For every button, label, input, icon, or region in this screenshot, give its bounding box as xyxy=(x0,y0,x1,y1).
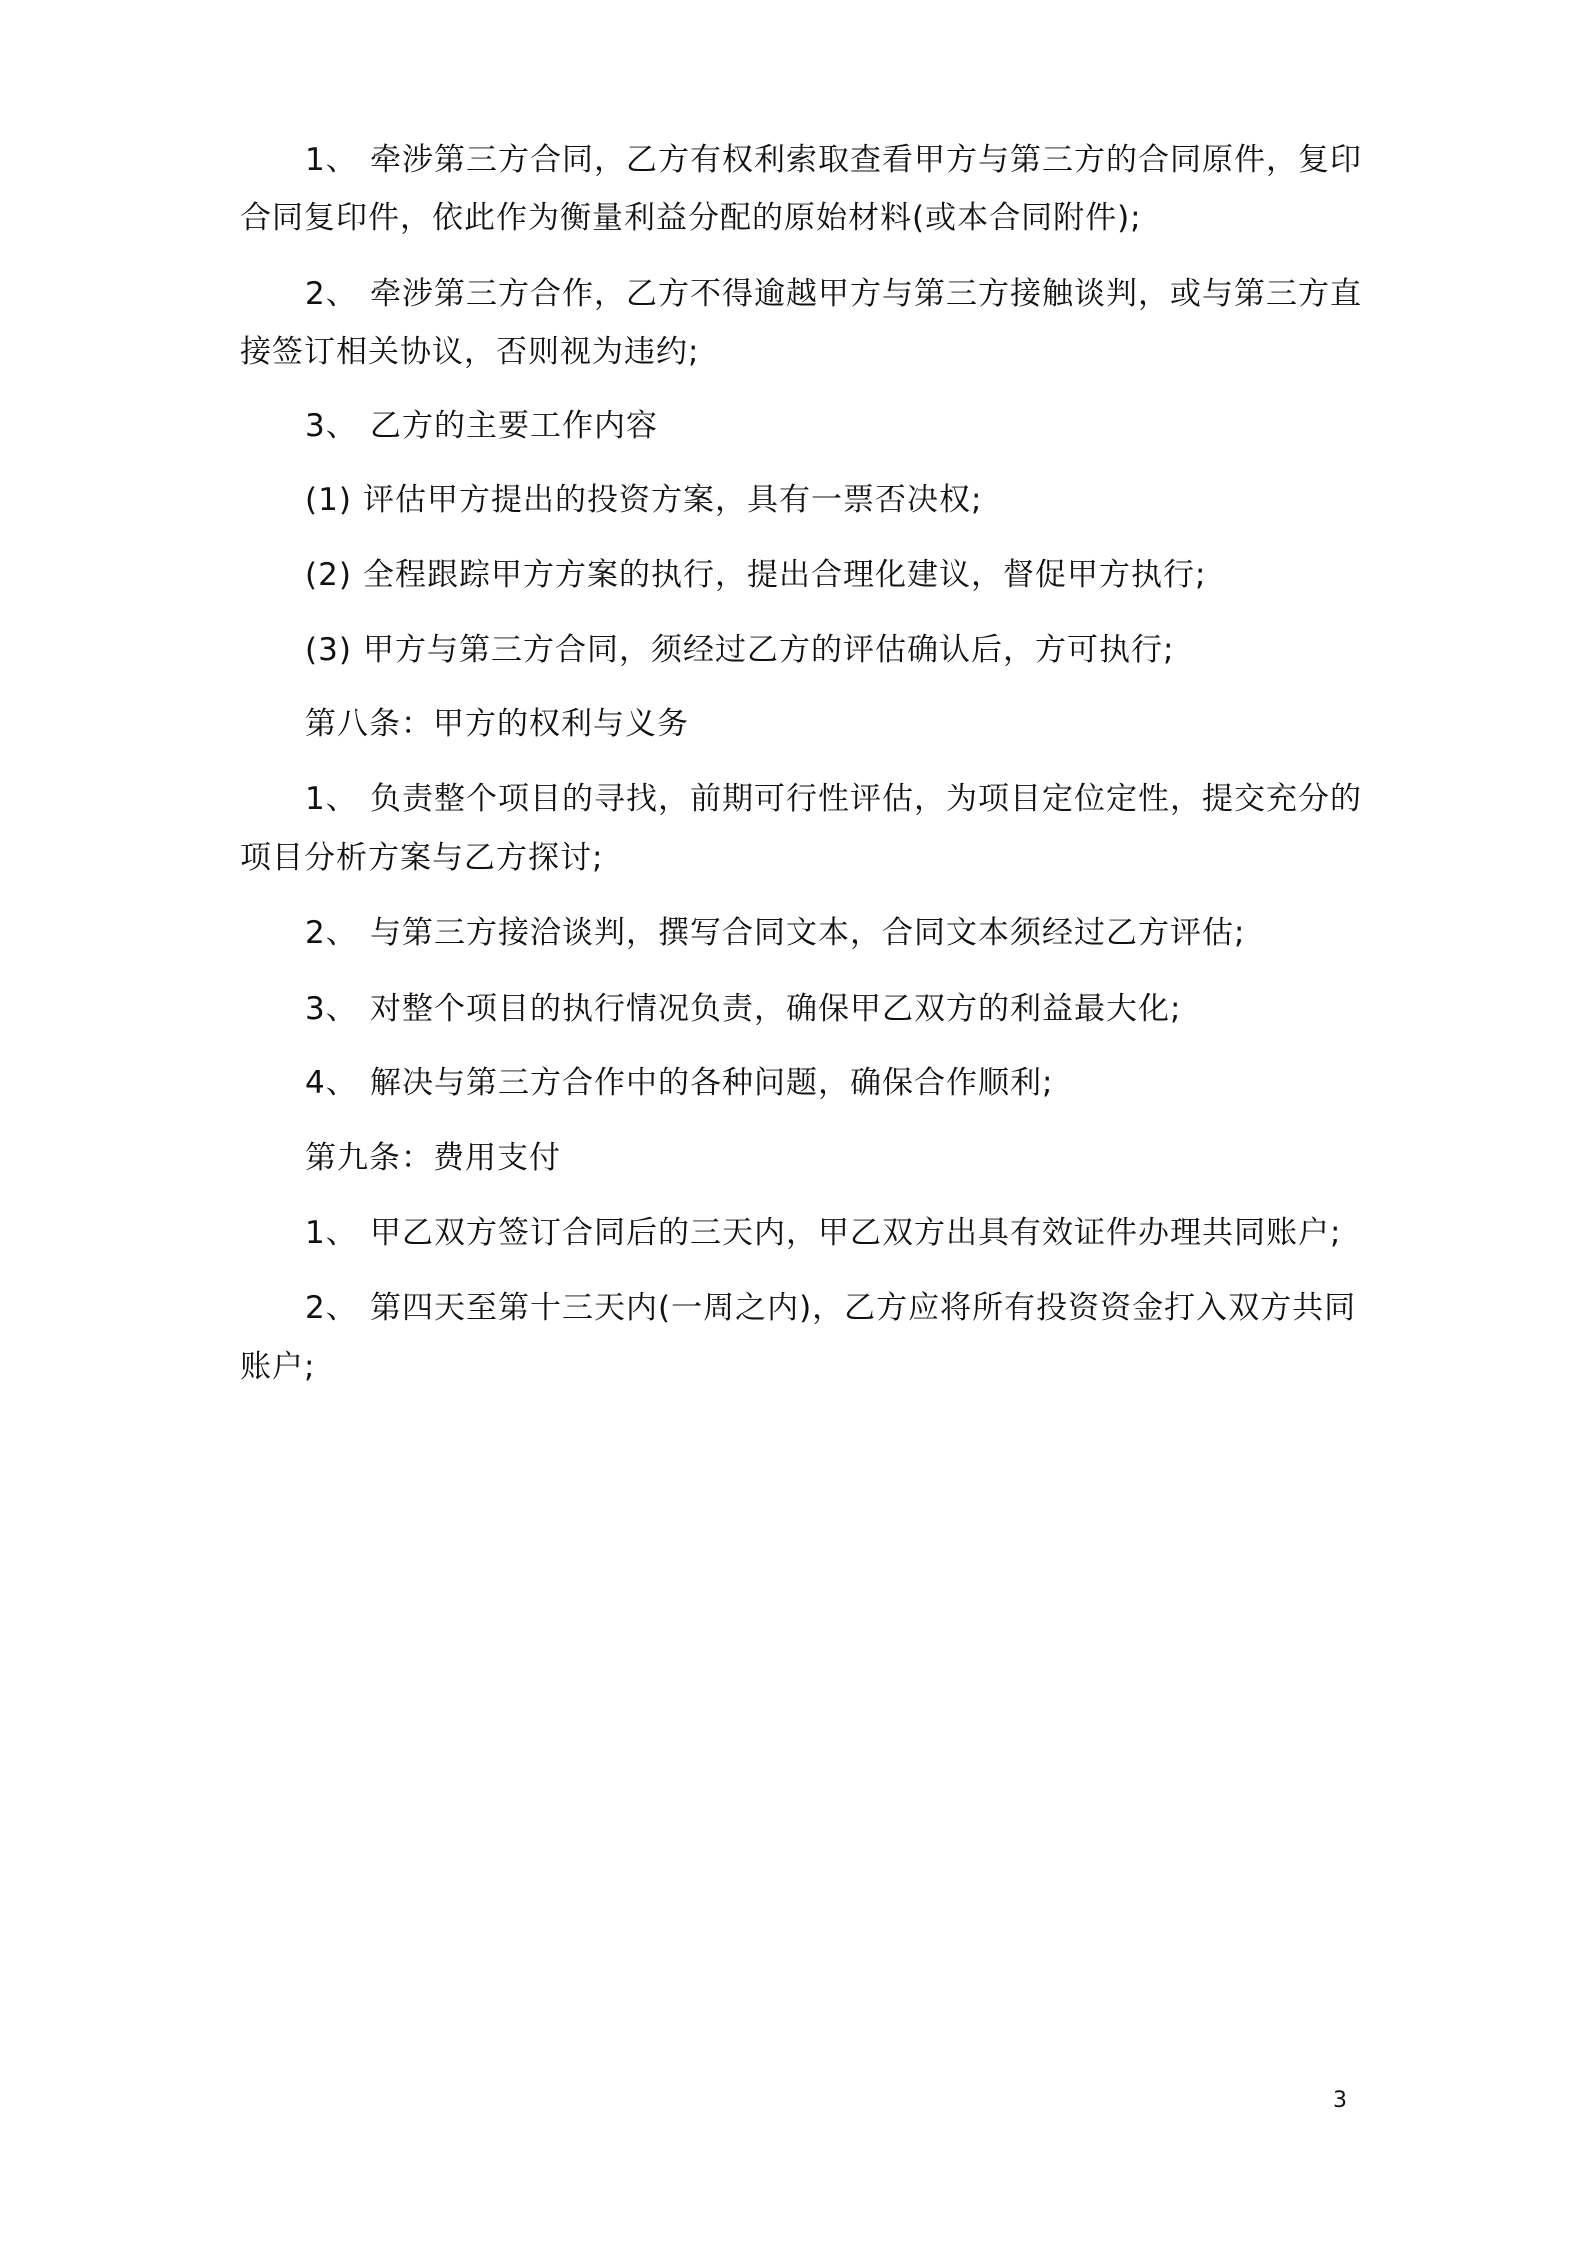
paragraph-line xyxy=(305,777,1362,821)
paragraph-text: 与第三方接洽谈判，撰写合同文本，合同文本须经过乙方评估; xyxy=(370,915,1246,951)
item-number: 2、 xyxy=(305,1290,358,1326)
page-number: 3 xyxy=(1333,2088,1347,2113)
item-number: 1、 xyxy=(305,1215,358,1251)
paragraph-line: 合同复印件，依此作为衡量利益分配的原始材料(或本合同附件); xyxy=(240,200,1142,236)
paragraph-line xyxy=(305,1211,1350,1255)
item-number: 2、 xyxy=(305,915,358,951)
paragraph-line xyxy=(305,987,1350,1031)
paragraph-text: 解决与第三方合作中的各种问题，确保合作顺利; xyxy=(370,1065,1054,1101)
item-number: 3、 xyxy=(305,408,358,444)
item-number: 4、 xyxy=(305,1065,358,1101)
paragraph-text: 牵涉第三方合同，乙方有权利索取查看甲方与第三方的合同原件，复印 xyxy=(370,142,1362,178)
paragraph-text: 评估甲方提出的投资方案，具有一票否决权; xyxy=(363,482,983,518)
paragraph-line xyxy=(305,1286,1357,1330)
paragraph-line: 接签订相关协议，否则视为违约; xyxy=(240,334,700,370)
paragraph-line xyxy=(305,404,1350,448)
section-heading: 第八条：甲方的权利与义务 xyxy=(305,706,689,742)
item-number: 1、 xyxy=(305,781,358,817)
paragraph-line xyxy=(305,272,1362,316)
paragraph-line xyxy=(305,138,1362,182)
item-number: 3、 xyxy=(305,991,358,1027)
paragraph-line xyxy=(305,553,1350,597)
item-number: 1、 xyxy=(305,142,358,178)
paragraph-text: 甲乙双方签订合同后的三天内，甲乙双方出具有效证件办理共同账户; xyxy=(370,1215,1342,1251)
paragraph-line xyxy=(305,911,1350,955)
paragraph-text: 对整个项目的执行情况负责，确保甲乙双方的利益最大化; xyxy=(370,991,1182,1027)
paragraph-line: 项目分析方案与乙方探讨; xyxy=(240,840,604,876)
item-number: (2) xyxy=(305,557,352,593)
paragraph-text: 第四天至第十三天内(一周之内)，乙方应将所有投资资金打入双方共同 xyxy=(370,1290,1357,1326)
section-heading: 第九条：费用支付 xyxy=(305,1140,561,1176)
paragraph-text: 全程跟踪甲方方案的执行，提出合理化建议，督促甲方执行; xyxy=(363,557,1207,593)
paragraph-text: 负责整个项目的寻找，前期可行性评估，为项目定位定性，提交充分的 xyxy=(370,781,1362,817)
paragraph-text: 甲方与第三方合同，须经过乙方的评估确认后，方可执行; xyxy=(363,632,1175,668)
paragraph-text: 牵涉第三方合作，乙方不得逾越甲方与第三方接触谈判，或与第三方直 xyxy=(370,276,1362,312)
paragraph-line: 账户; xyxy=(240,1349,316,1385)
item-number: 2、 xyxy=(305,276,358,312)
paragraph-line xyxy=(305,628,1350,672)
item-number: (3) xyxy=(305,632,352,668)
item-number: (1) xyxy=(305,482,352,518)
paragraph-line xyxy=(305,478,1350,522)
paragraph-line xyxy=(305,1061,1350,1105)
paragraph-text: 乙方的主要工作内容 xyxy=(370,408,658,444)
